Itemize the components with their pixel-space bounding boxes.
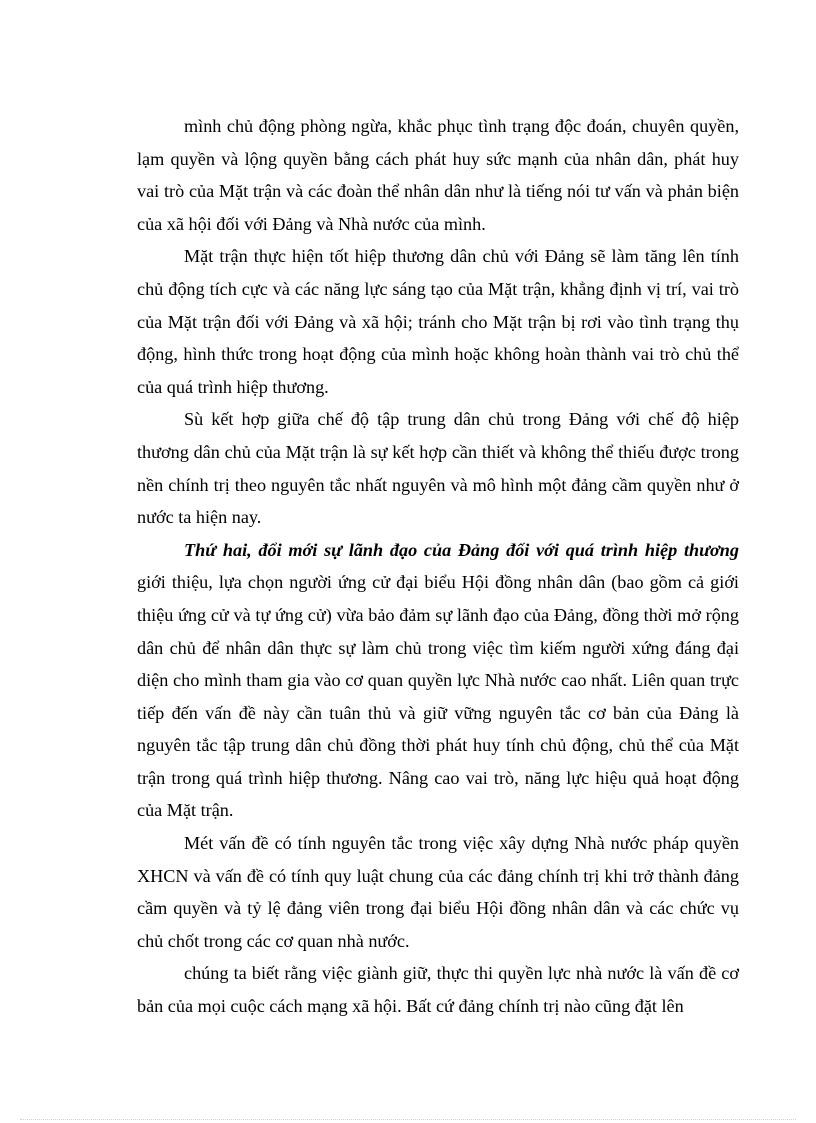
document-body [137,110,739,1023]
paragraph-lead-heading: Thứ hai, đổi mới sự lãnh đạo của Đảng đối với quá trình hiệp thương [184,539,739,560]
paragraph-2 [137,240,739,403]
paragraph-5 [137,827,739,957]
paragraph-3 [137,403,739,533]
paragraph-text: chúng ta biết rằng việc giành giữ, thực thi quyền lực nhà nước là vấn đề cơ bản của mọi cuộc cách mạng xã hội. Bất cứ đảng chính trị nào cũng đặt lên [137,963,739,1017]
paragraph-6 [137,957,739,1022]
paragraph-1 [137,110,739,240]
page-bottom-rule [20,1119,796,1120]
paragraph-text: Sù kết hợp giữa chế độ tập trung dân chủ trong Đảng với chế độ hiệp thương dân chủ của Mặt trận là sự kết hợp cần thiết và không thể thiếu được trong nền chính trị theo nguyên tắc nhất nguyên và mô hình một đảng cầm quyền như ở nước ta hiện nay. [137,409,739,528]
paragraph-4 [137,534,739,827]
paragraph-text: Mặt trận thực hiện tốt hiệp thương dân chủ với Đảng sẽ làm tăng lên tính chủ động tích cực và các năng lực sáng tạo của Mặt trận, khẳng định vị trí, vai trò của Mặt trận đối với Đảng và xã hội; tránh cho Mặt trận bị rơi vào tình trạng thụ động, hình thức trong hoạt động của mình hoặc không hoàn thành vai trò chủ thể của quá trình hiệp thương. [137,246,739,397]
paragraph-text: mình chủ động phòng ngừa, khắc phục tình trạng độc đoán, chuyên quyền, lạm quyền và lộng quyền bằng cách phát huy sức mạnh của nhân dân, phát huy vai trò của Mặt trận và các đoàn thể nhân dân như là tiếng nói tư vấn và phản biện của xã hội đối với Đảng và Nhà nước của mình. [137,116,739,234]
paragraph-text: Mét vấn đề có tính nguyên tắc trong việc xây dựng Nhà nước pháp quyền XHCN và vấn đề có tính quy luật chung của các đảng chính trị khi trở thành đảng cầm quyền và tỷ lệ đảng viên trong đại biểu Hội đồng nhân dân và các chức vụ chủ chốt trong các cơ quan nhà nước. [137,833,739,951]
paragraph-text: giới thiệu, lựa chọn người ứng cử đại biểu Hội đồng nhân dân (bao gồm cả giới thiệu ứng cử và tự ứng cử) vừa bảo đảm sự lãnh đạo của Đảng, đồng thời mở rộng dân chủ để nhân dân thực sự làm chủ trong việc tìm kiếm người xứng đáng đại diện cho mình tham gia vào cơ quan quyền lực Nhà nước cao nhất. Liên quan trực tiếp đến vấn đề này cần tuân thủ và giữ vững nguyên tắc cơ bản của Đảng là nguyên tắc tập trung dân chủ đồng thời phát huy tính chủ động, chủ thể của Mặt trận trong quá trình hiệp thương. Nâng cao vai trò, năng lực hiệu quả hoạt động của Mặt trận. [137,572,739,821]
